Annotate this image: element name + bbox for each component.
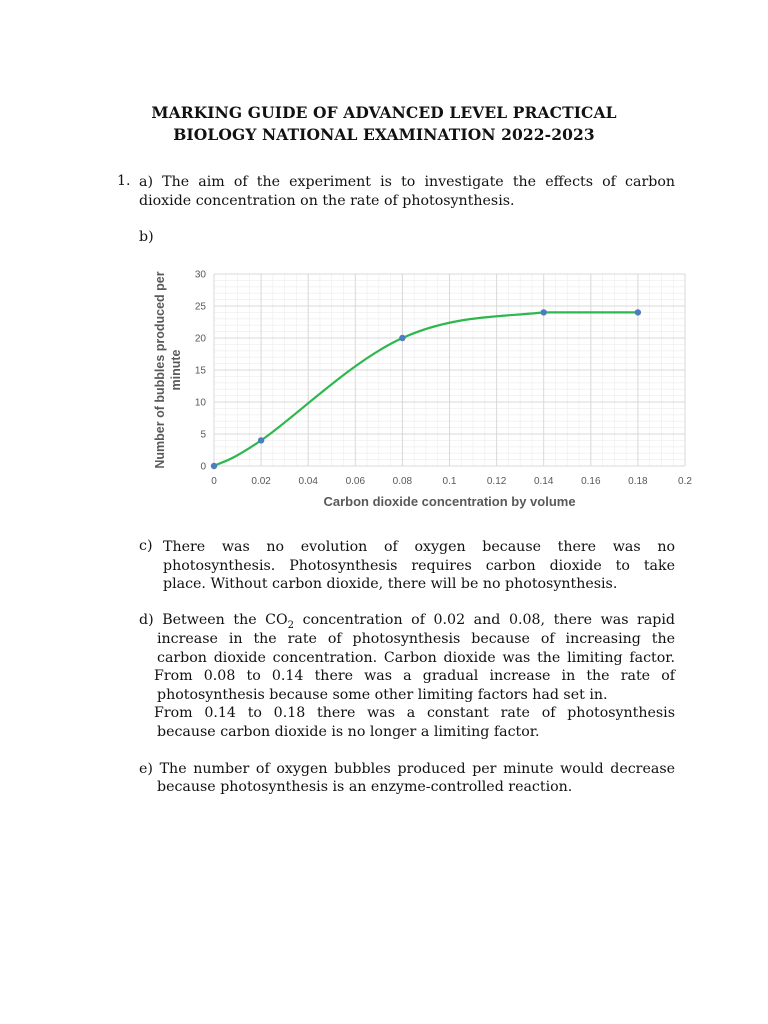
answer-c-line-1: There was no evolution of oxygen because there was no — [163, 539, 675, 555]
answer-d-line-1-start: d) Between the CO — [139, 612, 288, 628]
x-tick-label: 0.14 — [533, 476, 554, 487]
y-tick-label: 20 — [194, 333, 206, 345]
x-tick-label: 0.16 — [581, 476, 601, 487]
answer-d-line-1-end: concentration of 0.02 and 0.08, there was rapid — [294, 612, 675, 628]
x-tick-label: 0.04 — [298, 476, 318, 487]
y-axis-label-line-2: minute — [169, 349, 183, 391]
answer-a — [139, 173, 675, 210]
data-point — [541, 309, 547, 315]
document-title-line-1: MARKING GUIDE OF ADVANCED LEVEL PRACTICAL — [151, 103, 617, 122]
answer-c-line-3: place. Without carbon dioxide, there will be no photosynthesis. — [163, 576, 618, 593]
answer-d-line-4: From 0.08 to 0.14 there was a gradual increase in the rate of — [154, 668, 675, 684]
answer-d-line-3: carbon dioxide concentration. Carbon dioxide was the limiting factor. — [157, 649, 675, 666]
co2-photosynthesis-chart — [150, 262, 710, 512]
answer-c-label: c) — [139, 538, 153, 554]
answer-a-line-1: a) The aim of the experiment is to investigate the effects of carbon — [139, 174, 675, 190]
x-tick-label: 0.12 — [486, 476, 507, 487]
answer-b-label: b) — [139, 229, 154, 245]
data-point — [211, 463, 217, 469]
x-tick-label: 0.2 — [678, 476, 692, 487]
y-tick-label: 10 — [194, 397, 206, 409]
x-tick-label: 0.18 — [628, 476, 648, 487]
answer-e-line-1: e) The number of oxygen bubbles produced per minute would decrease — [139, 761, 675, 777]
document-title-line-2: BIOLOGY NATIONAL EXAMINATION 2022-2023 — [173, 125, 595, 144]
answer-d-body — [157, 630, 675, 667]
x-tick-label: 0.1 — [442, 476, 457, 487]
y-tick-label: 5 — [200, 429, 206, 441]
data-point — [258, 437, 264, 443]
answer-d-body-3 — [157, 686, 675, 705]
co2-subscript: 2 — [287, 619, 295, 631]
question-number: 1. — [117, 173, 131, 189]
answer-d-body-2 — [154, 667, 675, 686]
x-tick-label: 0 — [211, 476, 217, 487]
x-tick-label: 0.06 — [345, 476, 366, 487]
answer-a-line-2: dioxide concentration on the rate of photosynthesis. — [139, 192, 515, 209]
x-tick-label: 0.02 — [251, 476, 271, 487]
data-point — [635, 309, 641, 315]
chart-gridlines — [214, 274, 685, 466]
answer-e — [139, 760, 675, 779]
y-axis-label — [153, 271, 183, 468]
data-point — [399, 335, 405, 341]
answer-d-line-7: because carbon dioxide is no longer a limiting factor. — [157, 724, 540, 740]
answer-e-line-2: because photosynthesis is an enzyme-controlled reaction. — [157, 779, 573, 795]
y-tick-label: 30 — [194, 269, 206, 281]
answer-d-line-5: photosynthesis because some other limiting factors had set in. — [157, 687, 608, 703]
x-axis-label: Carbon dioxide concentration by volume — [323, 494, 576, 509]
answer-d-body-5 — [157, 723, 675, 742]
answer-c-line-2: photosynthesis. Photosynthesis requires carbon dioxide to take — [163, 557, 675, 574]
answer-d-line-6: From 0.14 to 0.18 there was a constant rate of photosynthesis — [154, 705, 675, 721]
answer-c — [163, 538, 675, 594]
y-tick-label: 0 — [200, 461, 206, 473]
answer-d-body-4 — [154, 704, 675, 723]
chart-tick-labels — [195, 270, 693, 488]
y-axis-label-line-1: Number of bubbles produced per — [153, 271, 167, 469]
answer-e-body — [157, 778, 675, 797]
answer-d-line-2: increase in the rate of photosynthesis because of increasing the — [157, 631, 675, 647]
x-tick-label: 0.08 — [392, 476, 413, 487]
y-tick-label: 25 — [194, 301, 206, 313]
y-tick-label: 15 — [194, 365, 206, 377]
